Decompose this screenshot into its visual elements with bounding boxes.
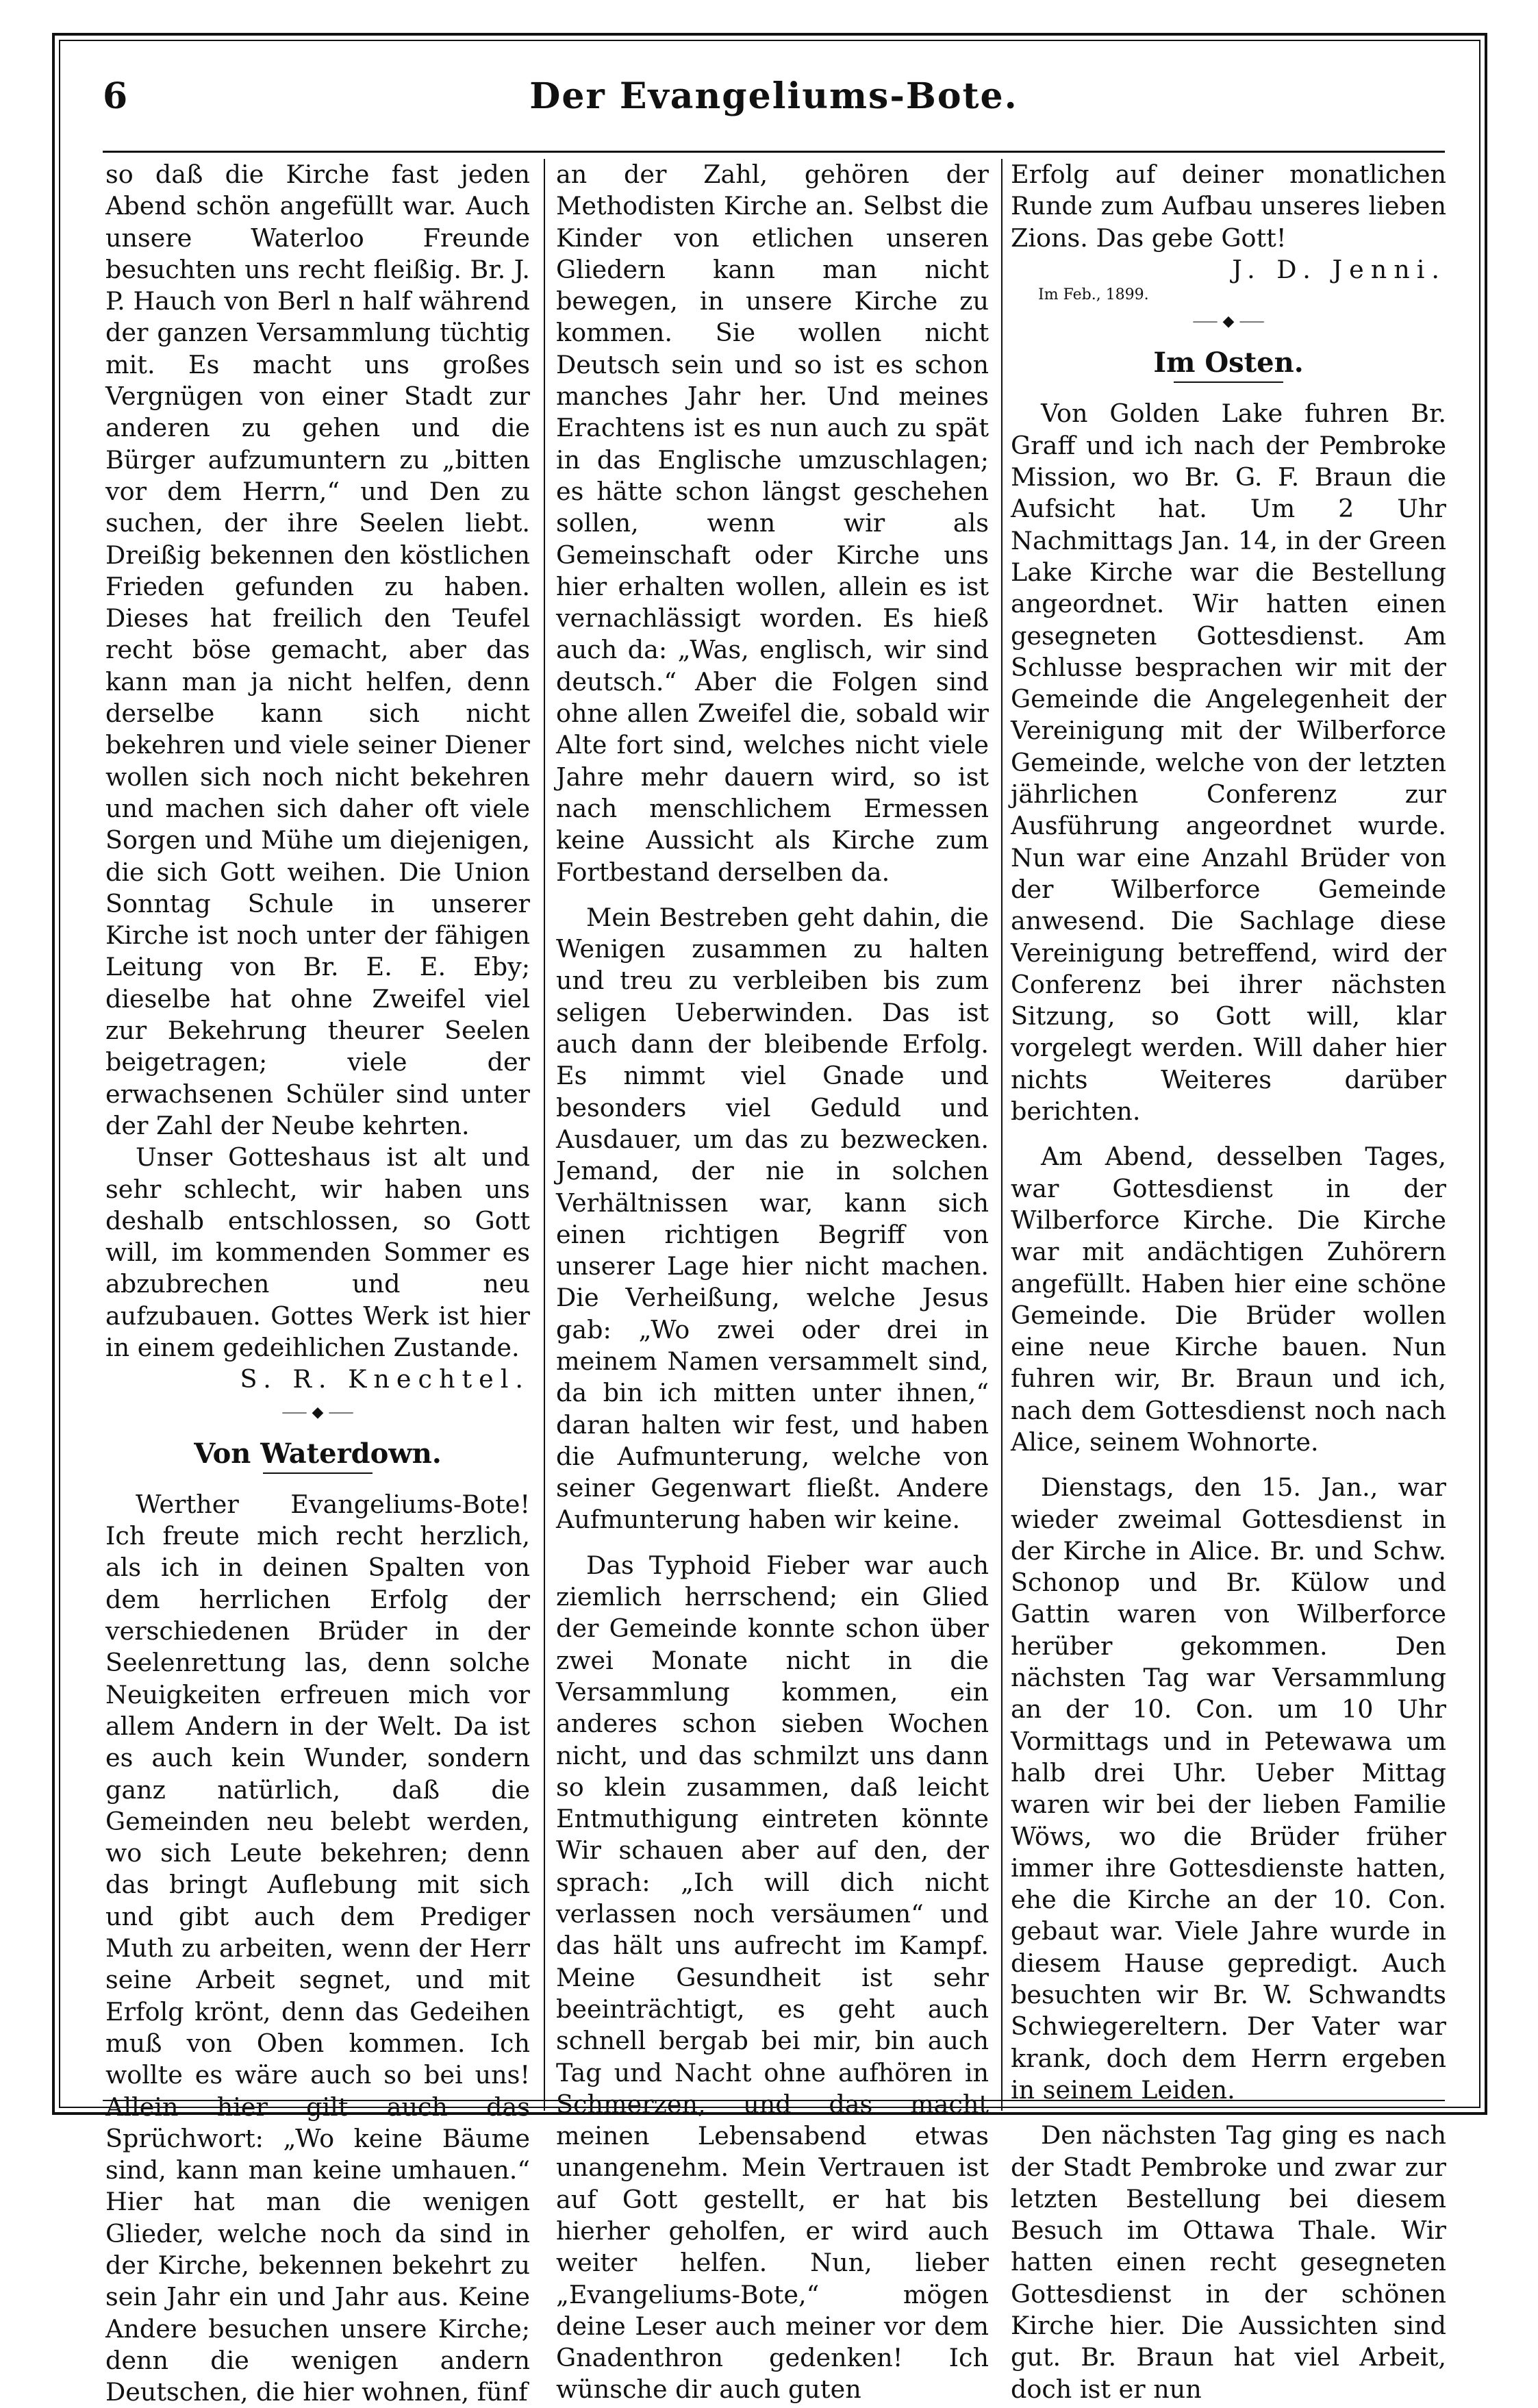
column-divider-2: [1001, 159, 1003, 2111]
author-signature: J. D. Jenni.: [1232, 254, 1446, 284]
heading-rule: [1174, 381, 1283, 383]
article-paragraph: Den nächsten Tag ging es nach der Stadt Pembroke und zwar zur letzten Bestellung bei diesem Besuch im Ottawa Thale. Wir hatten einen recht gesegneten Gottesdienst in der schönen Kirche hier. Die Aussichten sind gut. Br. Braun hat viel Arbeit, doch ist er nun: [1011, 2120, 1446, 2404]
dateline: Im Feb., 1899.: [1038, 286, 1149, 304]
article-paragraph: Unser Gotteshaus ist alt und sehr schlecht, wir haben uns deshalb entschlossen, so Gott will, im kommenden Sommer es abzubrechen und neu aufzubauen. Gottes Werk ist hier in einem gedeihlichen Zustande.: [105, 1142, 530, 1362]
header-rule: [103, 151, 1445, 153]
article-paragraph: an der Zahl, gehören der Methodisten Kirche an. Selbst die Kinder von etlichen unseren Gliedern kann man nicht bewegen, in unsere Kirche zu kommen. Sie wollen nicht Deutsch sein und so ist es schon manches Jahr her. Und meines Erachtens ist es nun auch zu spät in das Englische umzuschlagen; es hätte schon längst geschehen sollen, wenn wir als Gemeinschaft oder Kirche uns hier erhalten wollen, allein es ist vernachlässigt worden. Es hieß auch da: „Was, englisch, wir sind deutsch.“ Aber die Folgen sind ohne allen Zweifel die, sobald wir Alte fort sind, welches nicht viele Jahre mehr dauern wird, so ist nach menschlichem Ermessen keine Aussicht als Kirche zum Fortbestand derselben da.: [556, 160, 989, 887]
page-number: 6: [103, 75, 128, 117]
heading-rule: [263, 1472, 373, 1474]
article-paragraph: so daß die Kirche fast jeden Abend schön angefüllt war. Auch unsere Waterloo Freunde besuchten uns recht fleißig. Br. J. P. Hauch von Berl n half während der ganzen Versammlung tüchtig mit. Es macht uns großes Vergnügen von einer Stadt zur anderen zu gehen und die Bürger aufzumuntern zu „bitten vor dem Herrn,“ und Den zu suchen, der ihre Seelen liebt. Dreißig bekennen den köstlichen Frieden gefunden zu haben. Dieses hat freilich den Teufel recht böse gemacht, aber das kann man ja nicht helfen, denn derselbe kann sich nicht bekehren und viele seiner Diener wollen sich noch nicht bekehren und machen sich daher oft viele Sorgen und Mühe um diejenigen, die sich Gott weihen. Die Union Sonntag Schule in unserer Kirche ist noch unter der fähigen Leitung von Br. E. E. Eby; dieselbe hat ohne Zweifel viel zur Bekehrung theurer Seelen beigetragen; viele der erwachsenen Schüler sind unter der Zahl der Neube kehrten.: [105, 160, 530, 1140]
article-paragraph: Von Golden Lake fuhren Br. Graff und ich nach der Pembroke Mission, wo Br. G. F. Braun die Aufsicht hat. Um 2 Uhr Nachmittags Jan. 14, in der Green Lake Kirche war die Bestellung angeordnet. Wir hatten einen gesegneten Gottesdienst. Am Schlusse besprachen wir mit der Gemeinde die Angelegenheit der Vereinigung mit der Wilberforce Gemeinde, welche von der letzten jährlichen Conferenz zur Ausführung angeordnet wurde. Nun war eine Anzahl Brüder von der Wilberforce Gemeinde anwesend. Die Sachlage diese Vereinigung betreffend, wird der Conferenz bei ihrer nächsten Sitzung, so Gott will, klar vorgelegt werden. Will daher hier nichts Weiteres darüber berichten.: [1011, 399, 1446, 1127]
column-3: [1011, 159, 1446, 2404]
column-2: [556, 159, 989, 2405]
masthead-title: Der Evangeliums-Bote.: [529, 75, 1018, 117]
divider-ornament: ⸺ ◆ ⸺: [281, 1403, 354, 1421]
section-heading: Von Waterdown.: [194, 1437, 442, 1470]
footer-rule: [103, 2100, 1445, 2101]
article-paragraph: Mein Bestreben geht dahin, die Wenigen zusammen zu halten und treu zu verbleiben bis zum seligen Ueberwinden. Das ist auch dann der bleibende Erfolg. Es nimmt viel Gnade und besonders viel Geduld und Ausdauer, um das zu bezwecken. Jemand, der nie in solchen Verhältnissen war, kann sich einen richtigen Begriff von unserer Lage hier nicht machen. Die Verheißung, welche Jesus gab: „Wo zwei oder drei in meinem Namen versammelt sind, da bin ich mitten unter ihnen,“ daran halten wir fest, und haben die Aufmunterung, welche von seiner Gegenwart fließt. Andere Aufmunterung haben wir keine.: [556, 902, 989, 1535]
author-signature: S. R. Knechtel.: [240, 1364, 530, 1394]
section-heading: Im Osten.: [1153, 347, 1304, 379]
article-paragraph: Werther Evangeliums-Bote! Ich freute mich recht herzlich, als ich in deinen Spalten von dem herrlichen Erfolg der verschiedenen Brüder in der Seelenrettung las, denn solche Neuigkeiten erfreuen mich vor allem Andern in der Welt. Da ist es auch kein Wunder, sondern ganz natürlich, daß die Gemeinden neu belebt werden, wo sich Leute bekehren; denn das bringt Auflebung mit sich und gibt auch dem Prediger Muth zu arbeiten, wenn der Herr seine Arbeit segnet, und mit Erfolg krönt, denn das Gedeihen muß von Oben kommen. Ich wollte es wäre auch so bei uns! Allein hier gilt auch das Sprüchwort: „Wo keine Bäume sind, kann man keine umhauen.“ Hier hat man die wenigen Glieder, welche noch da sind in der Kirche, bekennen bekehrt zu sein Jahr ein und Jahr aus. Keine Andere besuchen unsere Kirche; denn die wenigen andern Deutschen, die hier wohnen, fünf: [105, 1489, 530, 2407]
article-paragraph: Das Typhoid Fieber war auch ziemlich herrschend; ein Glied der Gemeinde konnte schon über zwei Monate nicht in die Versammlung kommen, ein anderes schon sieben Wochen nicht, und das schmilzt uns dann so klein zusammen, daß leicht Entmuthigung eintreten könnte Wir schauen aber auf den, der sprach: „Ich will dich nicht verlassen noch versäumen“ und das hält uns aufrecht im Kampf. Meine Gesundheit ist sehr beeinträchtigt, es geht auch schnell bergab bei mir, bin auch Tag und Nacht ohne aufhören in Schmerzen, und das macht meinen Lebensabend etwas unangenehm. Mein Vertrauen ist auf Gott gestellt, er hat bis hierher geholfen, er wird auch weiter helfen. Nun, lieber „Evangeliums-Bote,“ mögen deine Leser auch meiner vor dem Gnadenthron gedenken! Ich wünsche dir auch guten: [556, 1550, 989, 2405]
article-paragraph: Dienstags, den 15. Jan., war wieder zweimal Gottesdienst in der Kirche in Alice. Br. und Schw. Schonop und Br. Külow und Gattin waren von Wilberforce herüber gekommen. Den nächsten Tag war Versammlung an der 10. Con. um 10 Uhr Vormittags und in Petewawa um halb drei Uhr. Ueber Mittag waren wir bei der lieben Familie Wöws, wo die Brüder früher immer ihre Gottesdienste hatten, ehe die Kirche an der 10. Con. gebaut war. Viele Jahre wurde in diesem Hause gepredigt. Auch besuchten wir Br. W. Schwandts Schwiegereltern. Der Vater war krank, doch dem Herrn ergeben in seinem Leiden.: [1011, 1472, 1446, 2105]
article-paragraph: Am Abend, desselben Tages, war Gottesdienst in der Wilberforce Kirche. Die Kirche war mit andächtigen Zuhörern angefüllt. Haben hier eine schöne Gemeinde. Die Brüder wollen eine neue Kirche bauen. Nun fuhren wir, Br. Braun und ich, nach dem Gottesdienst noch nach Alice, seinem Wohnorte.: [1011, 1142, 1446, 1457]
page-header: [103, 75, 1445, 130]
article-paragraph: Erfolg auf deiner monatlichen Runde zum Aufbau unseres lieben Zions. Das gebe Gott!: [1011, 160, 1446, 253]
column-1: [105, 159, 530, 2407]
divider-ornament: ⸺ ◆ ⸺: [1192, 313, 1265, 331]
column-divider-1: [544, 159, 545, 2111]
